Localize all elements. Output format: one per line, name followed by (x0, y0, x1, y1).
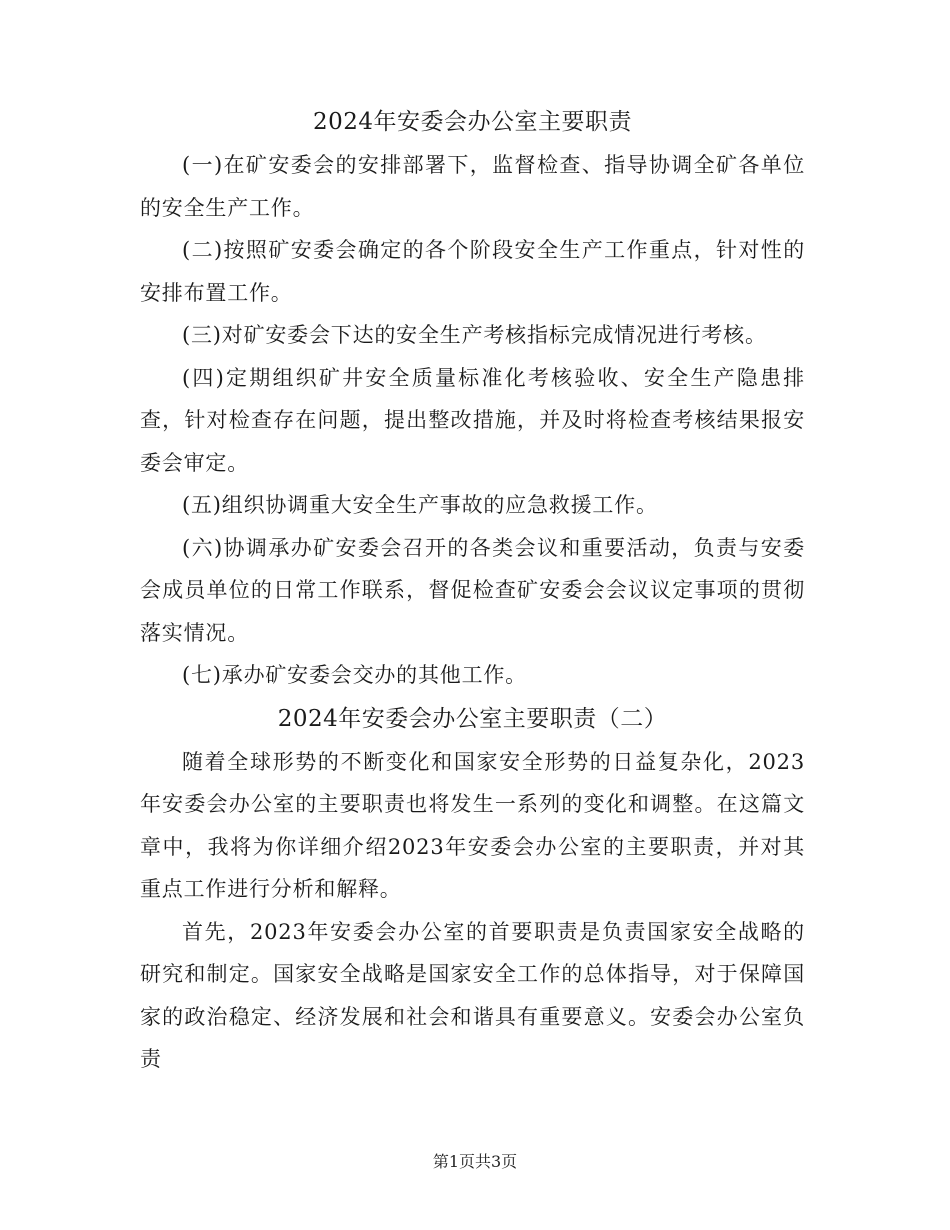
document-body (140, 100, 805, 1081)
section2-paragraph-2: 首先，2023年安委会办公室的首要职责是负责国家安全战略的研究和制定。国家安全战略是国家安全工作的总体指导，对于保障国家的政治稳定、经济发展和社会和谐具有重要意义。安委会办公室负责 (140, 919, 805, 1071)
section-title-2: 2024年安委会办公室主要职责（二） (277, 705, 668, 732)
duty-item-2: (二)按照矿安委会确定的各个阶段安全生产工作重点，针对性的安排布置工作。 (140, 238, 805, 305)
page-number-footer: 第1页共3页 (432, 1152, 518, 1171)
duty-item-5: (五)组织协调重大安全生产事故的应急救援工作。 (182, 493, 658, 517)
document-title: 2024年安委会办公室主要职责 (312, 109, 633, 135)
duty-item-3: (三)对矿安委会下达的安全生产考核指标完成情况进行考核。 (182, 323, 767, 347)
duty-item-1: (一)在矿安委会的安排部署下，监督检查、指导协调全矿各单位的安全生产工作。 (140, 153, 805, 220)
section2-paragraph-1: 随着全球形势的不断变化和国家安全形势的日益复杂化，2023年安委会办公室的主要职责也将发生一系列的变化和调整。在这篇文章中，我将为你详细介绍2023年安委会办公室的主要职责，并对其重点工作进行分析和解释。 (140, 749, 805, 901)
duty-item-7: (七)承办矿安委会交办的其他工作。 (182, 663, 527, 687)
duty-item-4: (四)定期组织矿井安全质量标准化考核验收、安全生产隐患排查，针对检查存在问题，提出整改措施，并及时将检查考核结果报安委会审定。 (140, 365, 805, 475)
duty-item-6: (六)协调承办矿安委会召开的各类会议和重要活动，负责与安委会成员单位的日常工作联系，督促检查矿安委会会议议定事项的贯彻落实情况。 (140, 535, 805, 645)
